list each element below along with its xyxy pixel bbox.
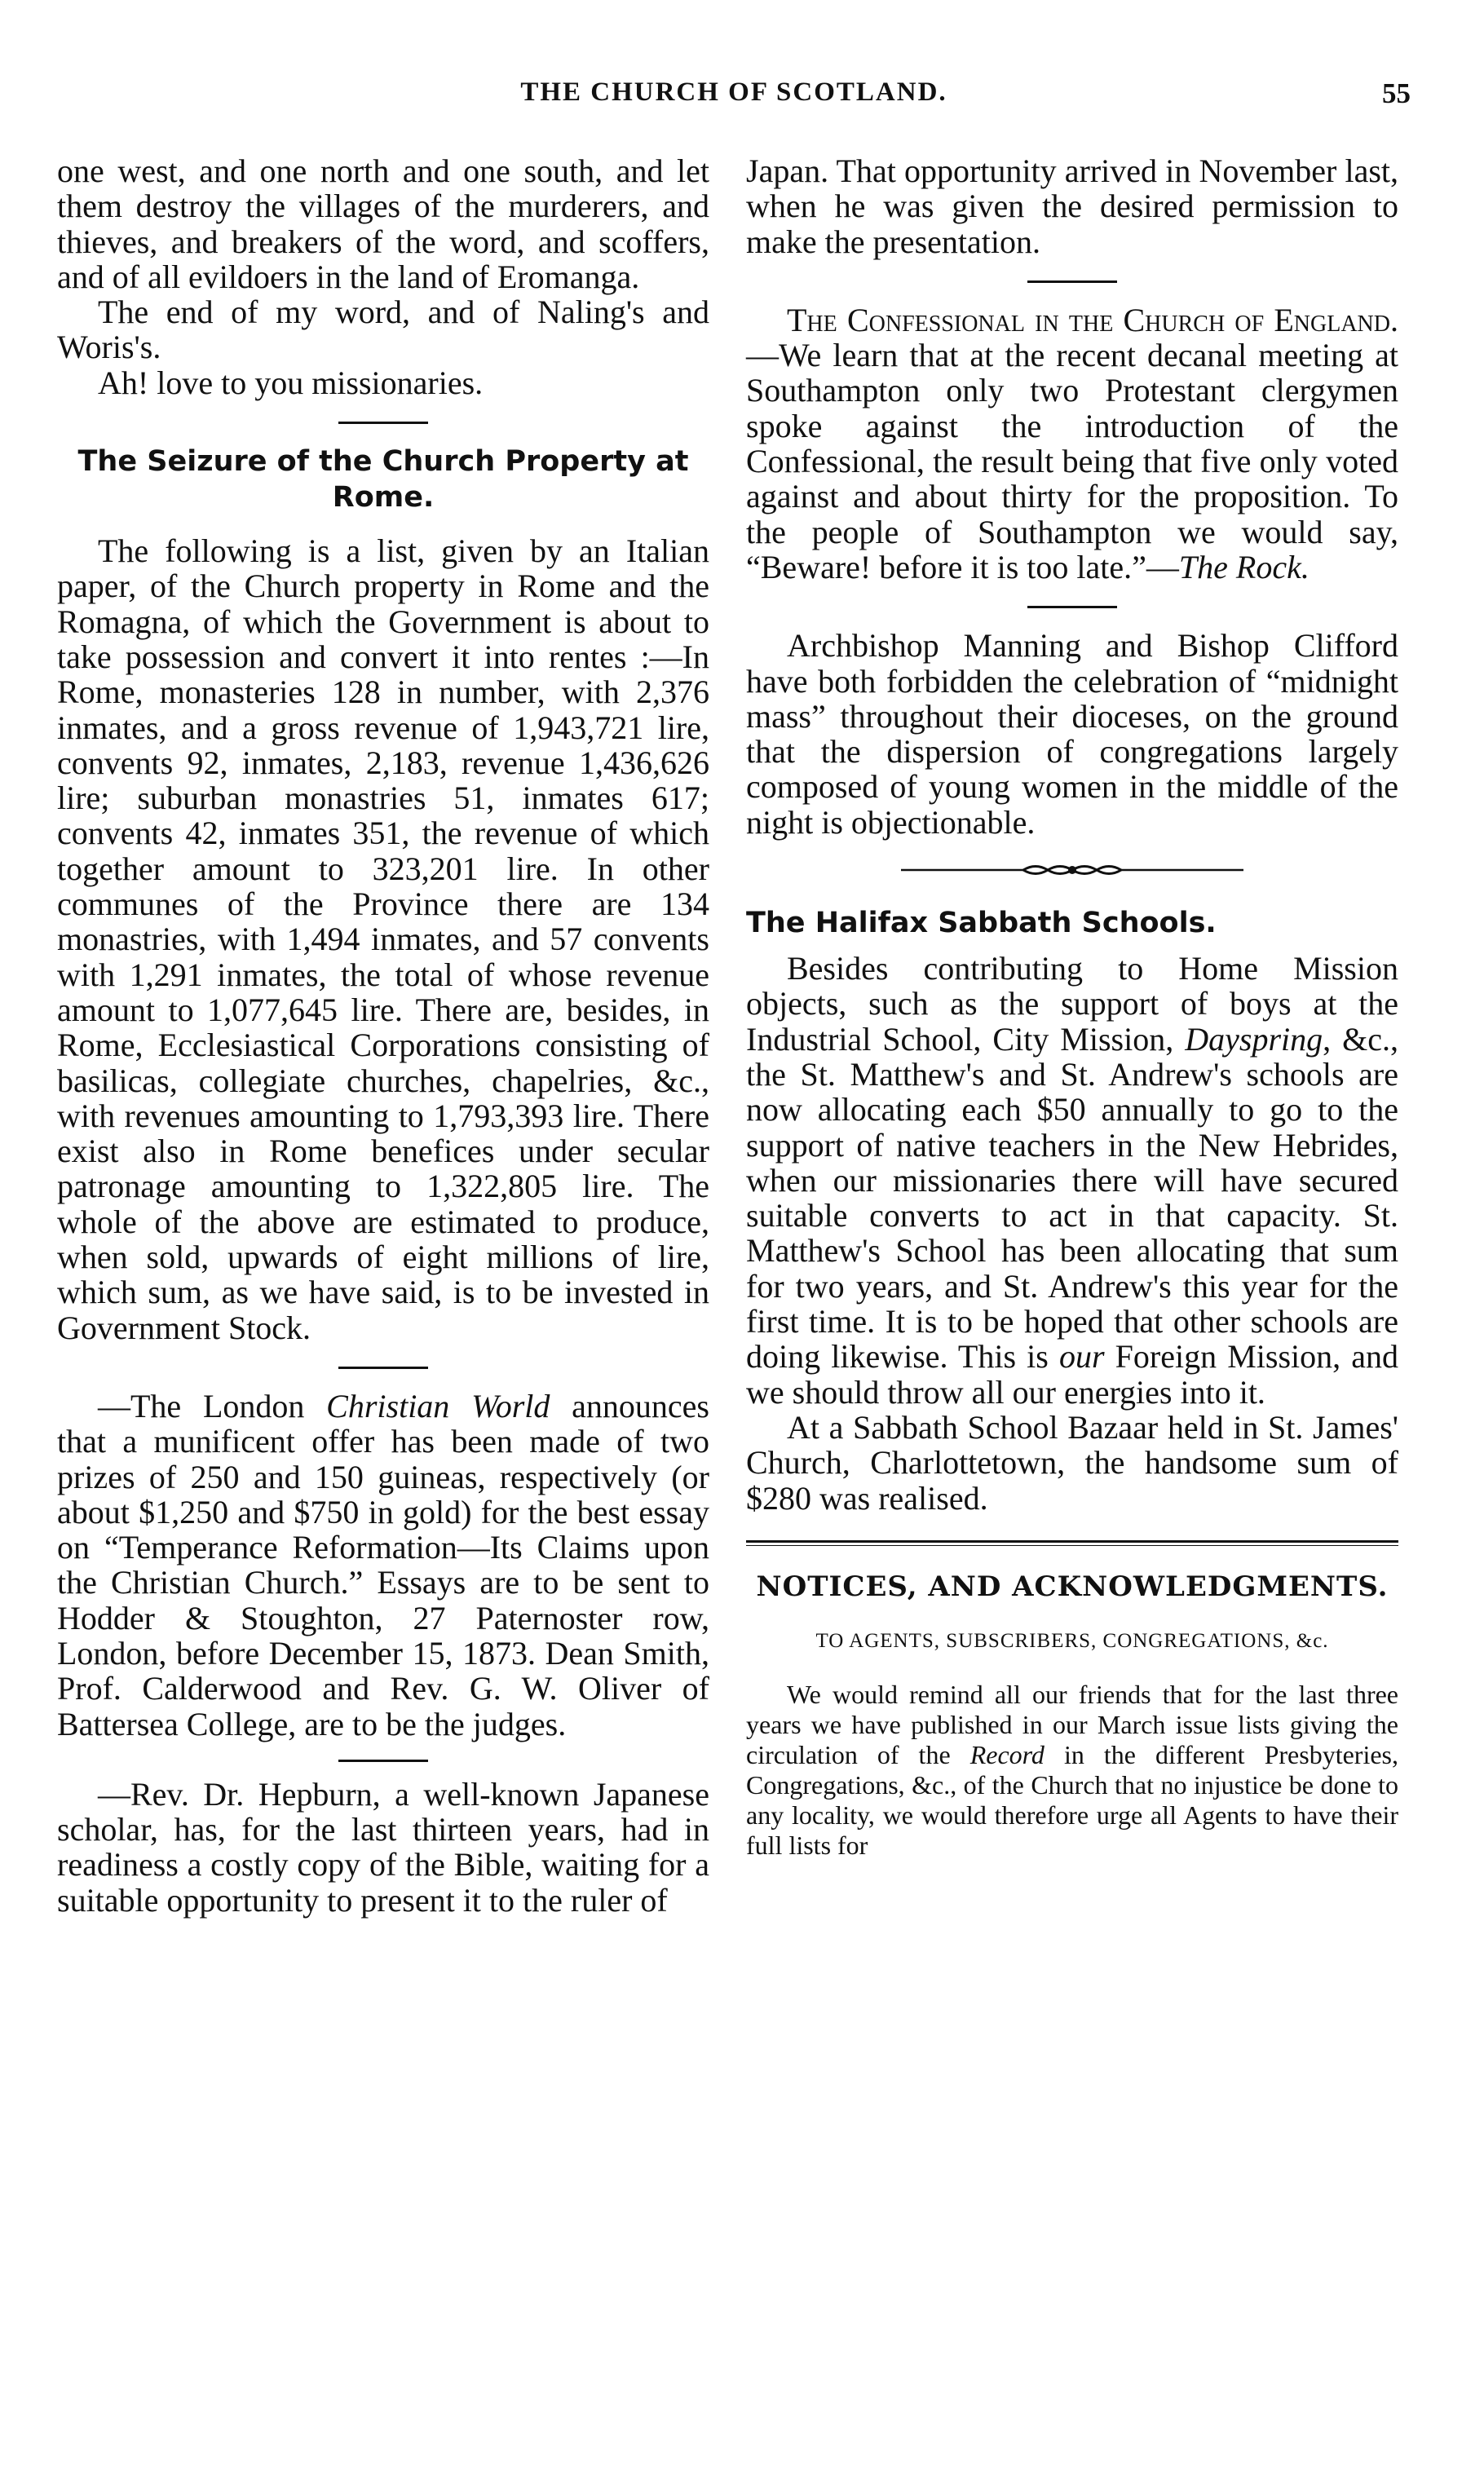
section-divider [338, 1367, 428, 1369]
notices-heading: NOTICES, AND ACKNOWLEDGMENTS. [756, 1570, 1389, 1603]
text-span: —We learn that at the recent decanal meeting at Southampton only two Protestant clergymen spoke against the introduction of the Confessional, the result being that five only voted against and about thirty for the proposition. To the people of Southampton we would say, “Beware! before it is too late.”— [746, 337, 1398, 585]
hepburn-paragraph-continued: Japan. That opportunity arrived in November last, when he was given the desired permission to make the presentation. [746, 152, 1398, 260]
italic-title: Christian World [326, 1387, 550, 1424]
italic-record: Record [969, 1739, 1045, 1769]
italic-emphasis: our [1058, 1338, 1105, 1376]
article-heading-church-property-rome: The Seizure of the Church Property at Rome. [77, 445, 689, 515]
midnight-mass-paragraph: Archbishop Manning and Bishop Clifford have both forbidden the celebration of “midnight mass” throughout their dioceses, on the ground that the dispersion of congregations largely composed of young women in the middle of the night is objectionable. [746, 627, 1398, 841]
eromanga-letter-end: one west, and one north and one south, and let them destroy the villages of the murderers, and thieves, and breakers of the word, and scoffers, and of all evildoers in the land of Eromanga. [57, 152, 709, 295]
halifax-schools-paragraph [746, 951, 1398, 1410]
text-span: , &c., the St. Matthew's and St. Andrew's schools are now allocating each $50 annually to go to the support of native teachers in the New Hebrides, when our missionaries there will have secured suitable converts to act in that capacity. St. Matthew's School has been allocating that sum for two years, and St. Andrew's this year for the first time. It is to be hoped that other schools are doing likewise. This is [746, 1020, 1398, 1376]
text-span: We would remind all our friends that for the last three years we have published in our March issue lists giving the circulation of the [746, 1679, 1398, 1769]
notices-paragraph [746, 1680, 1398, 1861]
running-title: THE CHURCH OF SCOTLAND. [520, 77, 947, 107]
source-citation: The Rock. [1178, 548, 1310, 585]
page-number: 55 [1382, 77, 1411, 109]
confessional-paragraph [746, 303, 1398, 585]
left-column [57, 153, 709, 1918]
text-span: Besides contributing to Home Mission objects, such as the support of boys at the Industrial School, City Mission, [746, 950, 1398, 1058]
section-divider [338, 422, 428, 424]
notices-subheading: TO AGENTS, SUBSCRIBERS, CONGREGATIONS, &c. [815, 1629, 1329, 1652]
confessional-title: The Confessional in the Church of England. [787, 301, 1398, 338]
eromanga-letter-greeting: Ah! love to you missionaries. [98, 364, 484, 401]
bazaar-paragraph: At a Sabbath School Bazaar held in St. James' Church, Charlottetown, the handsome sum of $280 was realised. [746, 1408, 1398, 1517]
italic-ship-name: Dayspring [1185, 1020, 1323, 1058]
eromanga-letter-signoff: The end of my word, and of Naling's and Woris's. [57, 294, 709, 366]
text-span: announces that a munificent offer has been made of two prizes of 250 and 150 guineas, respectively (or about $1,250 and $750 in gold) for the best essay on “Temperance Reformation—Its Claims upon the Christian Church.” Essays are to be sent to Hodder & Stoughton, 27 Paternoster row, London, before December 15, 1873. Dean Smith, Prof. Calderwood and Rev. G. W. Oliver of Battersea College, are to be the judges. [57, 1387, 709, 1742]
hepburn-paragraph: —Rev. Dr. Hepburn, a well-known Japanese scholar, has, for the last thirteen years, had in readiness a costly copy of the Bible, waiting for a suitable opportunity to present it to the ruler of [57, 1775, 709, 1919]
text-span: —The London [98, 1387, 327, 1424]
running-header [57, 77, 1411, 110]
ornament-divider-icon [901, 861, 1243, 879]
section-divider [1027, 606, 1117, 608]
right-column [746, 153, 1398, 1861]
section-divider [1027, 280, 1117, 283]
church-property-paragraph: The following is a list, given by an Italian paper, of the Church property in Rome and the Romagna, of which the Government is about to take possession and convert it into rentes :—In Rome, monasteries 128 in number, with 2,376 inmates, and a gross revenue of 1,943,721 lire, convents 92, inmates, 2,183, revenue 1,436,626 lire; suburban monastries 51, inmates 617; convents 42, inmates 351, the revenue of which together amount to 323,201 lire. In other communes of the Province there are 134 monastries, with 1,494 inmates, and 57 convents with 1,291 inmates, the total of whose revenue amount to 1,077,645 lire. There are, besides, in Rome, Ecclesiastical Corporations consisting of basilicas, collegiate churches, chapelries, &c., with revenues amounting to 1,793,393 lire. There exist also in Rome benefices under secular patronage amounting to 1,322,805 lire. The whole of the above are estimated to produce, when sold, upwards of eight millions of lire, which sum, as we have said, is to be invested in Government Stock. [57, 532, 709, 1346]
text-span: Foreign Mission, and we should throw all our energies into it. [746, 1338, 1398, 1411]
section-divider [338, 1760, 428, 1762]
text-span: in the different Presbyteries, Congregations, &c., of the Church that no injustice be done to any locality, we would therefore urge all Agents to have their full lists for [746, 1739, 1399, 1860]
double-rule-divider [746, 1540, 1398, 1546]
temperance-essay-paragraph [57, 1389, 709, 1742]
article-heading-halifax-schools: The Halifax Sabbath Schools. [746, 907, 1217, 940]
